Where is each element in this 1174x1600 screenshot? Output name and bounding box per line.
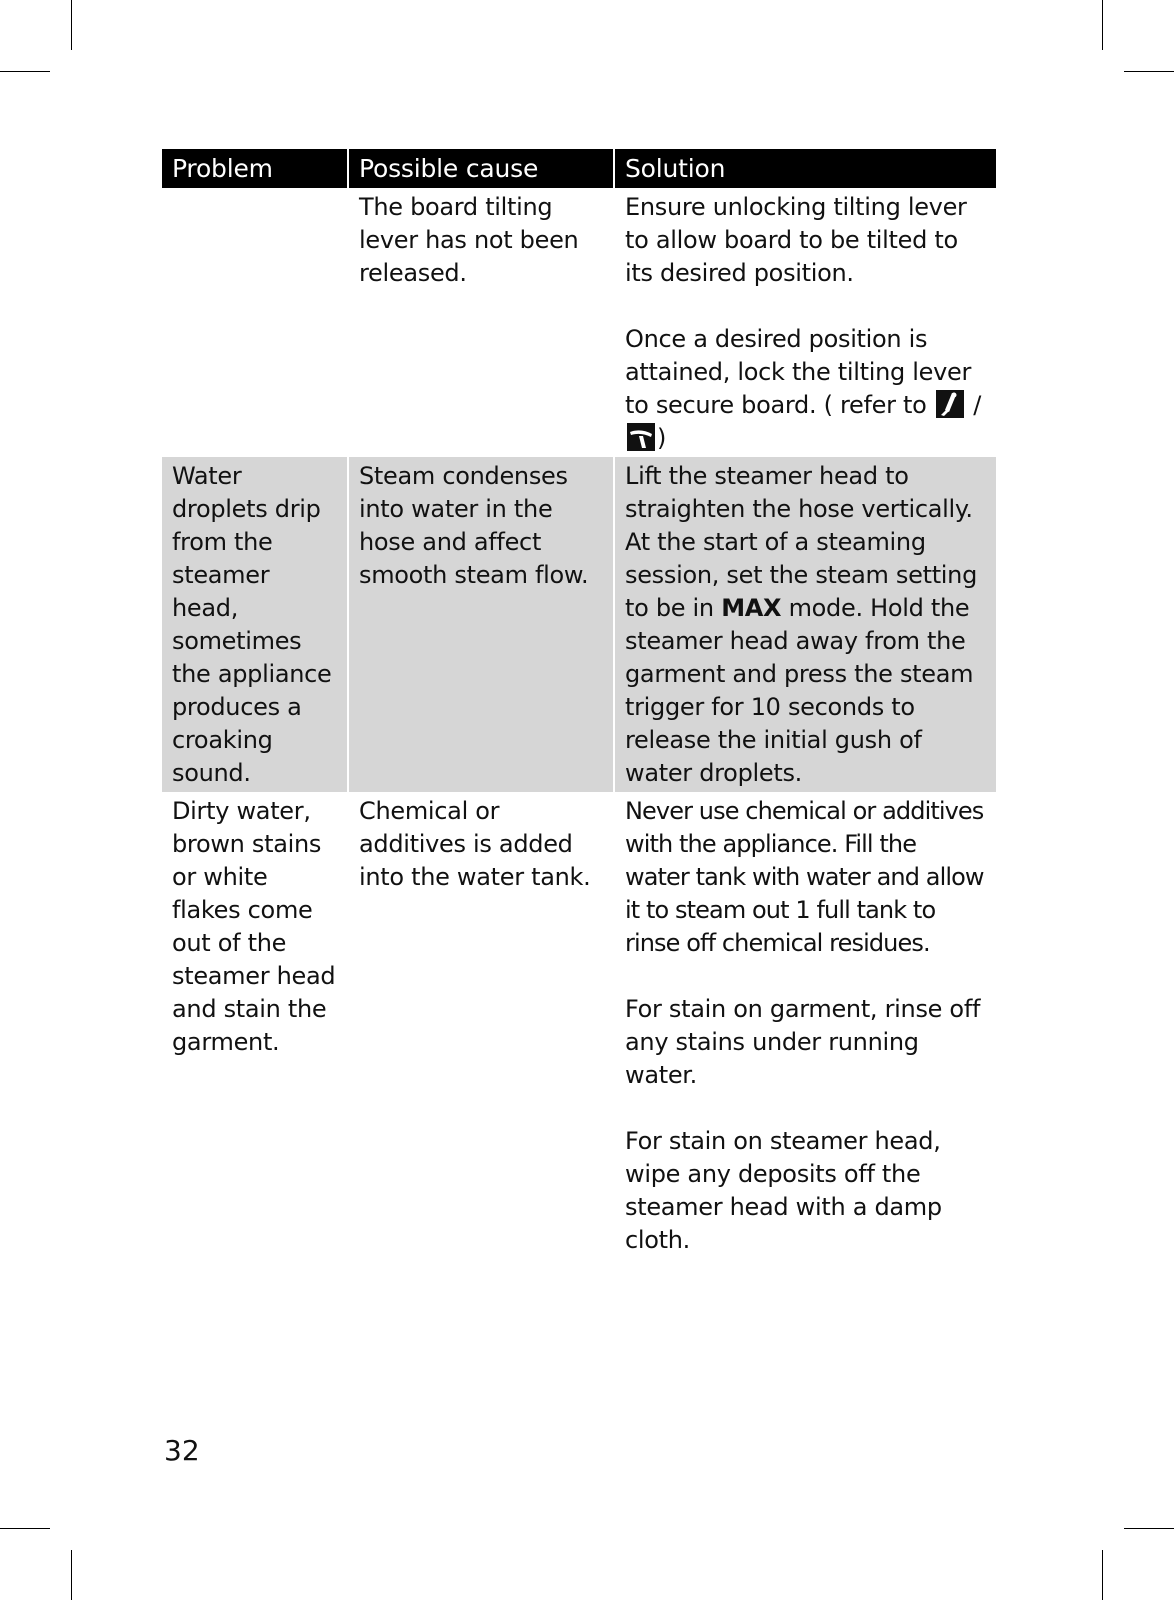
page-number: 32 — [164, 1434, 200, 1467]
table-row — [162, 792, 996, 1259]
crop-mark — [1102, 1550, 1103, 1600]
crop-mark — [1102, 0, 1103, 50]
solution-paragraph: Never use chemical or additives with the appliance. Fill the water tank with water and allow it to steam out 1 full tank to rinse off chemical residues. — [625, 797, 984, 957]
table-row — [162, 457, 996, 792]
header-possible-cause: Possible cause — [348, 149, 614, 188]
icon-separator: / — [973, 391, 981, 419]
problem-cell — [162, 188, 348, 457]
table-header-row — [162, 149, 996, 188]
crop-mark — [71, 0, 72, 50]
header-solution: Solution — [614, 149, 996, 188]
solution-line: Lift the steamer head to straighten the hose vertically. — [625, 462, 973, 523]
cause-cell: The board tilting lever has not been released. — [348, 188, 614, 457]
board-figure-icon — [627, 423, 655, 451]
solution-text: At the start of a steaming session, set the steam setting to be in — [625, 528, 978, 622]
cause-cell: Chemical or additives is added into the water tank. — [348, 792, 614, 1259]
solution-paragraph: Ensure unlocking tilting lever to allow board to be tilted to its desired position. — [625, 193, 967, 287]
solution-paragraph — [625, 323, 986, 455]
solution-cell — [614, 457, 996, 792]
crop-mark — [1124, 1528, 1174, 1529]
max-mode-label: MAX — [721, 594, 782, 622]
solution-text-end: ) — [657, 424, 667, 452]
troubleshooting-table — [162, 149, 996, 1259]
lever-figure-icon — [936, 390, 964, 418]
cause-cell: Steam condenses into water in the hose and affect smooth steam flow. — [348, 457, 614, 792]
problem-cell: Water droplets drip from the steamer head, sometimes the appliance produces a croaking sound. — [162, 457, 348, 792]
crop-mark — [0, 1528, 50, 1529]
solution-paragraph: For stain on steamer head, wipe any deposits off the steamer head with a damp cloth. — [625, 1127, 942, 1254]
table-row — [162, 188, 996, 457]
crop-mark — [71, 1550, 72, 1600]
solution-line — [625, 526, 986, 790]
crop-mark — [1124, 71, 1174, 72]
solution-text: Once a desired position is attained, lock the tilting lever to secure board. ( refer to — [625, 325, 972, 419]
solution-cell — [614, 792, 996, 1259]
solution-text: mode. Hold the steamer head away from the garment and press the steam trigger for 10 seconds to release the initial gush of water droplets. — [625, 594, 974, 787]
solution-paragraph: For stain on garment, rinse off any stains under running water. — [625, 995, 981, 1089]
header-problem: Problem — [162, 149, 348, 188]
crop-mark — [0, 71, 50, 72]
problem-cell: Dirty water, brown stains or white flakes come out of the steamer head and stain the garment. — [172, 797, 336, 1056]
solution-cell — [614, 188, 996, 457]
